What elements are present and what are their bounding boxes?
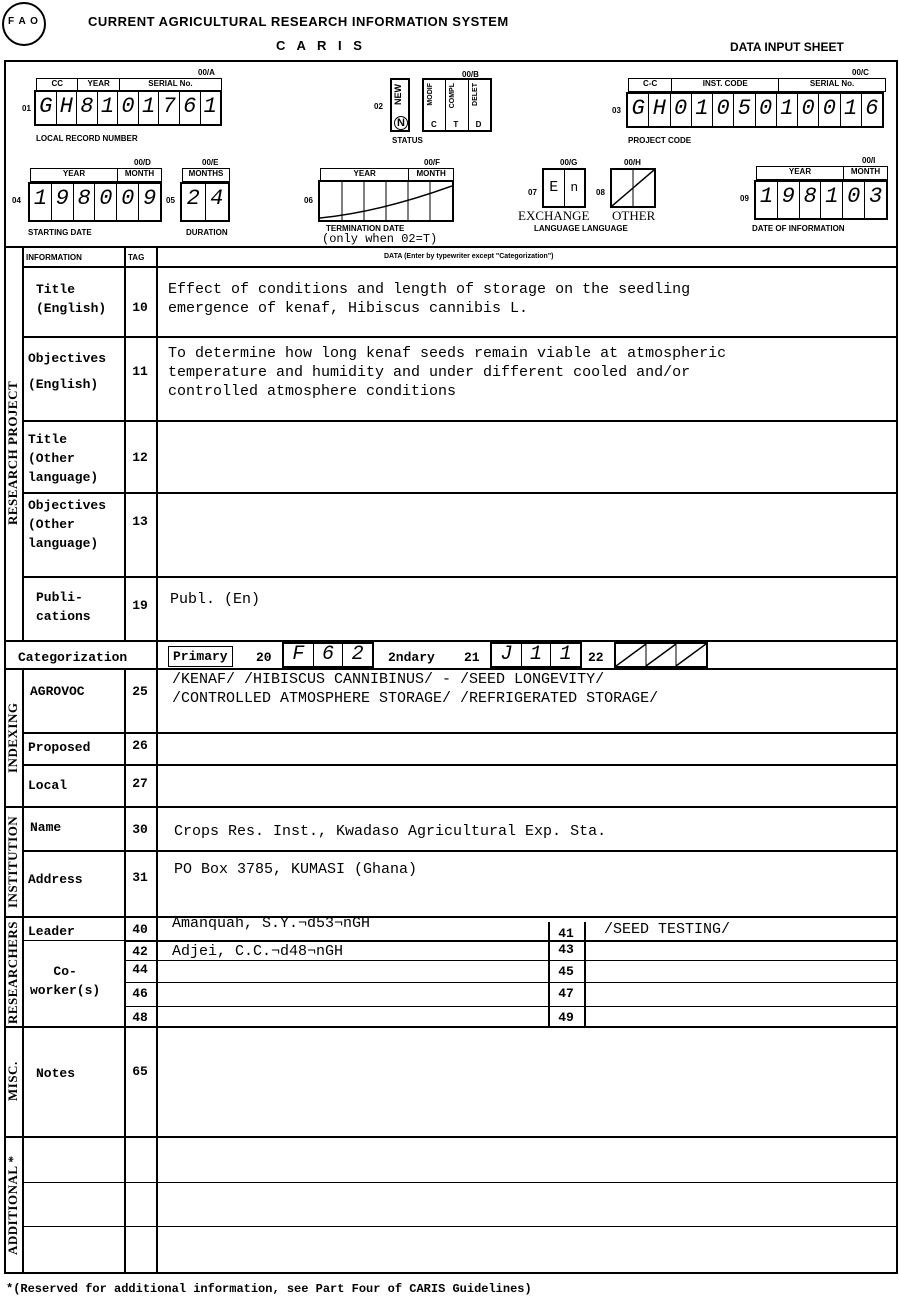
other-language-field[interactable]	[610, 168, 656, 208]
objectives-english-tag: 11	[132, 364, 148, 379]
status-option-modif[interactable]	[424, 80, 446, 130]
status-option-letter: T	[453, 120, 459, 129]
secondary-char: J	[492, 644, 522, 666]
language-label: LANGUAGE LANGUAGE	[534, 224, 628, 233]
status-options[interactable]	[422, 78, 492, 132]
tag-41-value[interactable]: /SEED TESTING/	[604, 921, 731, 938]
date-info-char: 3	[868, 184, 883, 209]
starting-char: 1	[30, 184, 52, 220]
row-line	[124, 982, 898, 983]
local-label: Local	[28, 778, 68, 793]
record-hdr-serial: SERIAL No.	[148, 79, 193, 88]
status-option-label: COMPL	[449, 83, 457, 109]
record-char: 6	[180, 92, 201, 124]
footnote: *(Reserved for additional information, see Part Four of CARIS Guidelines)	[6, 1282, 532, 1296]
row-line	[22, 940, 124, 941]
section-line	[4, 1136, 898, 1138]
institution-address-value[interactable]: PO Box 3785, KUMASI (Ghana)	[174, 861, 418, 878]
project-hdr-serial: SERIAL No.	[809, 79, 855, 88]
status-option-label: DELET	[471, 83, 479, 106]
status-option-letter: D	[475, 120, 482, 129]
coworker-1-value[interactable]: Adjei, C.C.¬d48¬nGH	[172, 943, 344, 960]
categorization-divider	[156, 642, 158, 668]
researchers-mid-line-2	[584, 922, 586, 1026]
project-char: 1	[692, 94, 713, 126]
top-fields-divider	[4, 246, 898, 248]
starting-char: 0	[95, 184, 117, 220]
data-input-sheet-label: DATA INPUT SHEET	[730, 40, 844, 54]
starting-char: 8	[74, 184, 96, 220]
duration-char: 4	[210, 186, 224, 211]
primary-category-field[interactable]	[282, 642, 374, 668]
other-lang-code: 00/H	[624, 158, 641, 167]
secondary-char: 1	[559, 643, 572, 666]
title-other-tag: 12	[132, 450, 148, 465]
caris-acronym: C A R I S	[276, 38, 366, 53]
status-new-box[interactable]	[390, 78, 410, 132]
fao-logo	[2, 2, 46, 46]
coworkers-label: Co- worker(s)	[30, 964, 101, 998]
header-row-line	[22, 266, 898, 268]
section-research-project: RESEARCH PROJECT	[5, 380, 20, 526]
project-char: 0	[819, 94, 840, 126]
exchange-num: 07	[528, 188, 537, 197]
agrovoc-label: AGROVOC	[30, 684, 85, 699]
record-hdr-year: YEAR	[78, 79, 119, 91]
termination-date-field[interactable]	[318, 180, 454, 222]
categorization-label: Categorization	[18, 650, 128, 665]
objectives-english-label: Objectives (English)	[28, 351, 107, 392]
project-hdr-cc: C-C	[629, 79, 672, 91]
duration-label: DURATION	[186, 228, 228, 237]
record-code: 00/A	[198, 68, 215, 77]
agrovoc-tag: 25	[132, 684, 148, 699]
tag-46: 46	[132, 986, 148, 1001]
starting-num: 04	[12, 196, 21, 205]
secondary-char: 1	[522, 644, 552, 666]
duration-code: 00/E	[202, 158, 219, 167]
primary-char: F	[284, 644, 314, 666]
section-researchers: RESEARCHERS	[5, 920, 20, 1024]
project-char: 6	[865, 96, 879, 121]
tag-48: 48	[132, 1010, 148, 1025]
row-line	[22, 336, 898, 338]
starting-hdr-month: MONTH	[124, 169, 155, 178]
section-institution: INSTITUTION	[5, 815, 20, 909]
status-code: 00/B	[462, 70, 479, 79]
project-code-field[interactable]	[626, 92, 884, 128]
record-char: 1	[203, 94, 217, 119]
termination-note: (only when 02=T)	[322, 232, 438, 246]
date-info-label: DATE OF INFORMATION	[752, 224, 845, 233]
col-tag: TAG	[128, 253, 145, 262]
status-num: 02	[374, 102, 383, 111]
primary-tag: 20	[256, 650, 272, 665]
exchange-char: E	[544, 170, 565, 206]
title-other-label: Title (Other language)	[28, 432, 99, 485]
status-option-label: MODIF	[427, 83, 434, 106]
address-label: Address	[28, 872, 83, 887]
starting-char: 9	[142, 186, 157, 211]
third-category-strike	[616, 644, 706, 666]
info-tag-line	[124, 246, 126, 1274]
termination-code: 00/F	[424, 158, 441, 167]
agrovoc-value[interactable]: /KENAF/ /HIBISCUS CANNIBINUS/ - /SEED LONGEVITY/ /CONTROLLED ATMOSPHERE STORAGE/ /REFRIGERATED STORAGE/	[172, 671, 659, 707]
starting-char: 0	[117, 184, 139, 220]
tag-44: 44	[132, 962, 148, 977]
title-english-tag: 10	[132, 300, 148, 315]
record-char: H	[57, 92, 78, 124]
title-english-label: Title (English)	[36, 282, 107, 316]
record-char: 1	[139, 92, 160, 124]
notes-label: Notes	[36, 1066, 76, 1081]
date-info-headers	[756, 166, 888, 180]
date-info-char: 8	[800, 182, 822, 218]
project-char: 0	[713, 94, 734, 126]
section-line	[4, 916, 898, 918]
secondary-label: 2ndary	[388, 650, 435, 665]
date-of-information-field[interactable]	[754, 180, 888, 220]
project-label: PROJECT CODE	[628, 136, 692, 145]
row-line	[22, 732, 898, 734]
project-hdr-inst: INST. CODE	[672, 79, 779, 91]
leader-label: Leader	[28, 924, 75, 939]
local-tag: 27	[132, 776, 148, 791]
col-data: DATA (Enter by typewriter except "Categorization")	[384, 253, 554, 260]
status-label: STATUS	[392, 136, 423, 145]
row-line	[22, 764, 898, 766]
other-lang-label: OTHER	[612, 208, 656, 223]
publications-label: Publi- cations	[36, 590, 91, 624]
section-column-line	[22, 246, 24, 1274]
record-char: 1	[98, 92, 119, 124]
row-line	[124, 1006, 898, 1007]
date-info-char: 0	[843, 182, 865, 218]
system-title: CURRENT AGRICULTURAL RESEARCH INFORMATION SYSTEM	[88, 14, 509, 29]
third-tag: 22	[588, 650, 604, 665]
tag-47: 47	[558, 986, 574, 1001]
duration-field[interactable]	[180, 182, 230, 222]
termination-num: 06	[304, 196, 313, 205]
starting-char: 9	[52, 184, 74, 220]
exchange-language-field[interactable]	[542, 168, 586, 208]
primary-label: Primary	[168, 646, 233, 667]
publications-tag: 19	[132, 598, 148, 613]
row-line	[22, 576, 898, 578]
name-label: Name	[30, 820, 62, 835]
secondary-tag: 21	[464, 650, 480, 665]
record-char: 0	[118, 92, 139, 124]
date-info-char: 1	[821, 182, 843, 218]
status-option-delet[interactable]	[469, 80, 490, 130]
tag-42: 42	[132, 944, 148, 959]
starting-code: 00/D	[134, 158, 151, 167]
starting-label: STARTING DATE	[28, 228, 92, 237]
row-line	[22, 850, 898, 852]
project-char: 1	[777, 94, 798, 126]
status-new-label: NEW	[393, 84, 403, 105]
notes-tag: 65	[132, 1064, 148, 1079]
section-additional: ADDITIONAL *	[5, 1155, 20, 1255]
duration-num: 05	[166, 196, 175, 205]
primary-char: 2	[351, 643, 364, 666]
row-line	[22, 1182, 898, 1183]
status-option-letter: C	[431, 120, 437, 129]
institution-name-value[interactable]: Crops Res. Inst., Kwadaso Agricultural Exp. Sta.	[174, 823, 607, 840]
leader-value[interactable]: Amanquah, S.Y.¬d53¬nGH	[172, 915, 371, 932]
project-char: H	[649, 94, 670, 126]
status-option-compl[interactable]	[446, 80, 468, 130]
section-line	[4, 806, 898, 808]
section-misc: MISC.	[5, 1061, 20, 1101]
starting-date-field[interactable]	[28, 182, 162, 222]
date-info-hdr-month: MONTH	[850, 167, 881, 176]
record-char: G	[36, 92, 57, 124]
col-information: INFORMATION	[26, 253, 82, 262]
termination-strike	[320, 182, 452, 220]
objectives-english-value[interactable]: To determine how long kenaf seeds remain viable at atmospheric temperature and humidity and under different cooled and/or controlled atmosphere conditions	[168, 345, 727, 400]
row-line	[124, 960, 898, 961]
other-lang-num: 08	[596, 188, 605, 197]
project-char: 0	[756, 94, 777, 126]
local-record-number-field[interactable]	[34, 90, 222, 126]
project-char: 0	[798, 94, 819, 126]
exchange-code: 00/G	[560, 158, 578, 167]
record-hdr-cc: CC	[37, 79, 78, 91]
date-info-hdr-year: YEAR	[757, 167, 844, 179]
secondary-category-field[interactable]	[490, 642, 582, 668]
other-language-strike	[612, 170, 654, 206]
tag-data-line	[156, 246, 158, 1274]
tag-41: 41	[558, 926, 574, 941]
leader-tag: 40	[132, 922, 148, 937]
project-char: G	[628, 94, 649, 126]
row-line	[22, 1226, 898, 1227]
date-info-char: 1	[756, 182, 778, 218]
project-char: 5	[734, 94, 755, 126]
duration-char: 2	[182, 184, 206, 220]
date-info-code: 00/I	[862, 156, 876, 165]
project-headers	[628, 78, 886, 92]
fao-logo-letters: F A O	[8, 16, 39, 27]
section-indexing: INDEXING	[5, 702, 20, 774]
proposed-tag: 26	[132, 738, 148, 753]
record-char: 8	[77, 92, 98, 124]
termination-hdr-month: MONTH	[416, 169, 446, 178]
section-line	[4, 1026, 898, 1028]
tag-43: 43	[558, 942, 574, 957]
objectives-other-label: Objectives (Other language)	[28, 498, 107, 551]
termination-label: TERMINATION DATE	[326, 224, 405, 233]
starting-headers	[30, 168, 162, 182]
duration-header: MONTHS	[182, 168, 230, 182]
primary-char: 6	[314, 644, 344, 666]
publications-value[interactable]: Publ. (En)	[170, 591, 261, 608]
row-line	[22, 492, 898, 494]
address-tag: 31	[132, 870, 148, 885]
project-code-num: 00/C	[852, 68, 869, 77]
date-info-num: 09	[740, 194, 749, 203]
record-label: LOCAL RECORD NUMBER	[36, 134, 138, 143]
record-char: 7	[159, 92, 180, 124]
exchange-label: EXCHANGE	[518, 208, 590, 223]
record-num: 01	[22, 104, 31, 113]
categorization-row-bg	[6, 642, 896, 668]
starting-hdr-year: YEAR	[31, 169, 118, 181]
third-category-field[interactable]	[614, 642, 708, 668]
objectives-other-tag: 13	[132, 514, 148, 529]
row-line	[22, 420, 898, 422]
tag-49: 49	[558, 1010, 574, 1025]
project-num: 03	[612, 106, 621, 115]
proposed-label: Proposed	[28, 740, 91, 755]
project-char: 0	[671, 94, 692, 126]
status-new-value: N	[394, 116, 408, 130]
name-tag: 30	[132, 822, 148, 837]
date-info-char: 9	[778, 182, 800, 218]
termination-hdr-year: YEAR	[321, 169, 409, 181]
exchange-char: n	[570, 180, 579, 195]
tag-45: 45	[558, 964, 574, 979]
project-char: 1	[841, 94, 862, 126]
title-english-value[interactable]: Effect of conditions and length of storage on the seedling emergence of kenaf, Hibiscus cannibis L.	[168, 281, 691, 317]
